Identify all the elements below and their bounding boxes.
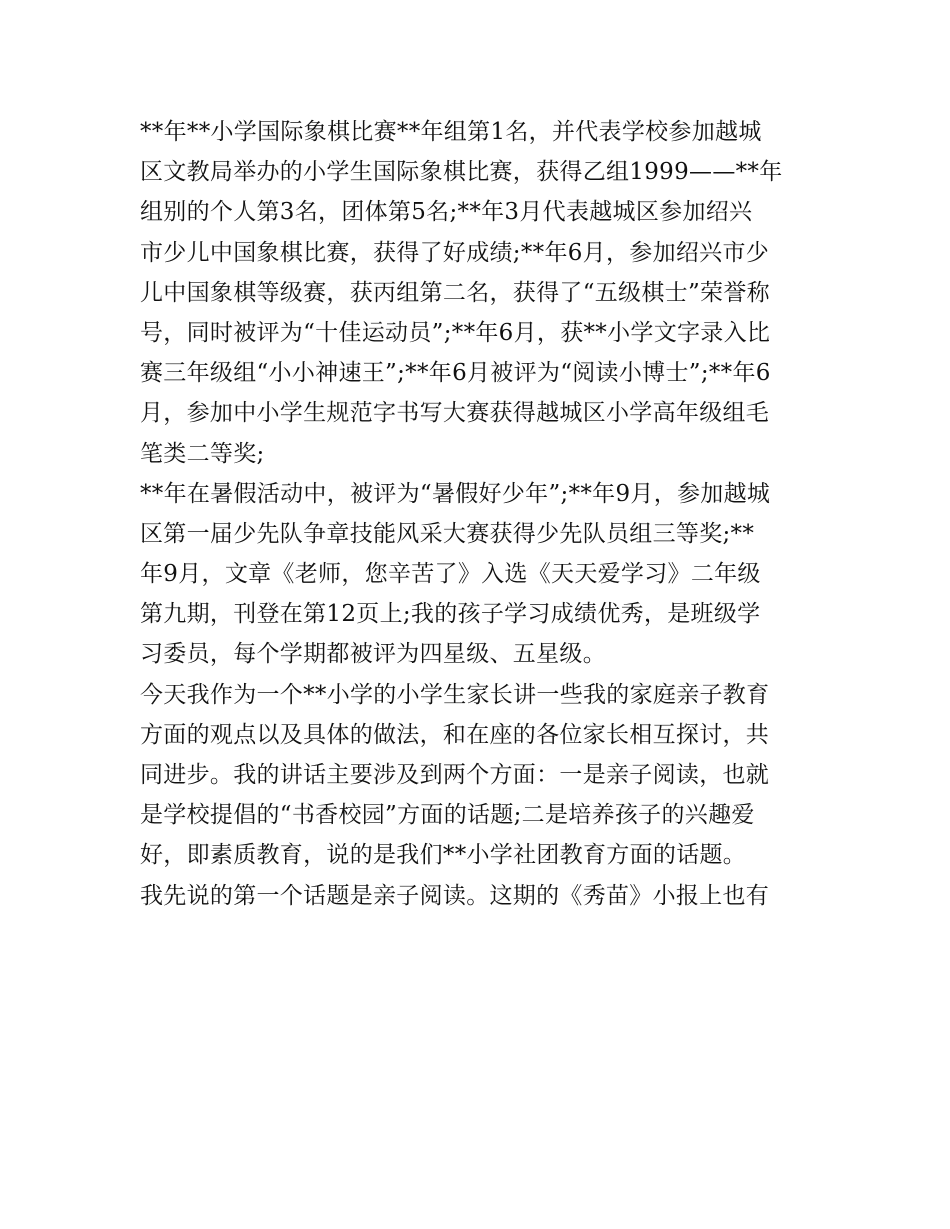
text-line: 组别的个人第3名，团体第5名;**年3月代表越城区参加绍兴 xyxy=(140,199,753,226)
text-line: 年9月，文章《老师，您辛苦了》入选《天天爱学习》二年级 xyxy=(140,561,761,588)
text-line: 方面的观点以及具体的做法，和在座的各位家长相互探讨，共 xyxy=(140,721,770,748)
text-line: 市少儿中国象棋比赛，获得了好成绩;**年6月，参加绍兴市少 xyxy=(140,239,770,266)
text-line: 习委员，每个学期都被评为四星级、五星级。 xyxy=(140,641,606,668)
text-line: 号，同时被评为“十佳运动员”;**年6月，获**小学文字录入比 xyxy=(140,319,771,346)
text-line: 第九期，刊登在第12页上;我的孩子学习成绩优秀，是班级学 xyxy=(140,601,761,628)
document-body xyxy=(140,112,815,916)
text-line: **年**小学国际象棋比赛**年组第1名，并代表学校参加越城 xyxy=(140,119,762,145)
text-line: 笔类二等奖; xyxy=(140,440,265,467)
text-line: 同进步。我的讲话主要涉及到两个方面：一是亲子阅读，也就 xyxy=(140,762,770,788)
text-line: 区第一届少先队争章技能风采大赛获得少先队员组三等奖;** xyxy=(140,520,755,547)
text-line: 今天我作为一个**小学的小学生家长讲一些我的家庭亲子教育 xyxy=(140,681,770,708)
text-line: 儿中国象棋等级赛，获丙组第二名，获得了“五级棋士”荣誉称 xyxy=(140,279,770,306)
text-line: 月，参加中小学生规范字书写大赛获得越城区小学高年级组毛 xyxy=(140,400,770,427)
text-line: 我先说的第一个话题是亲子阅读。这期的《秀苗》小报上也有 xyxy=(140,882,770,909)
text-line: 赛三年级组“小小神速王”;**年6月被评为“阅读小博士”;**年6 xyxy=(140,360,771,387)
text-line: 区文教局举办的小学生国际象棋比赛，获得乙组1999——**年 xyxy=(140,159,783,186)
text-line: 好，即素质教育，说的是我们**小学社团教育方面的话题。 xyxy=(140,842,747,869)
text-line: **年在暑假活动中，被评为“暑假好少年”;**年9月，参加越城 xyxy=(140,480,771,507)
text-line: 是学校提倡的“书香校园”方面的话题;二是培养孩子的兴趣爱 xyxy=(140,802,755,829)
